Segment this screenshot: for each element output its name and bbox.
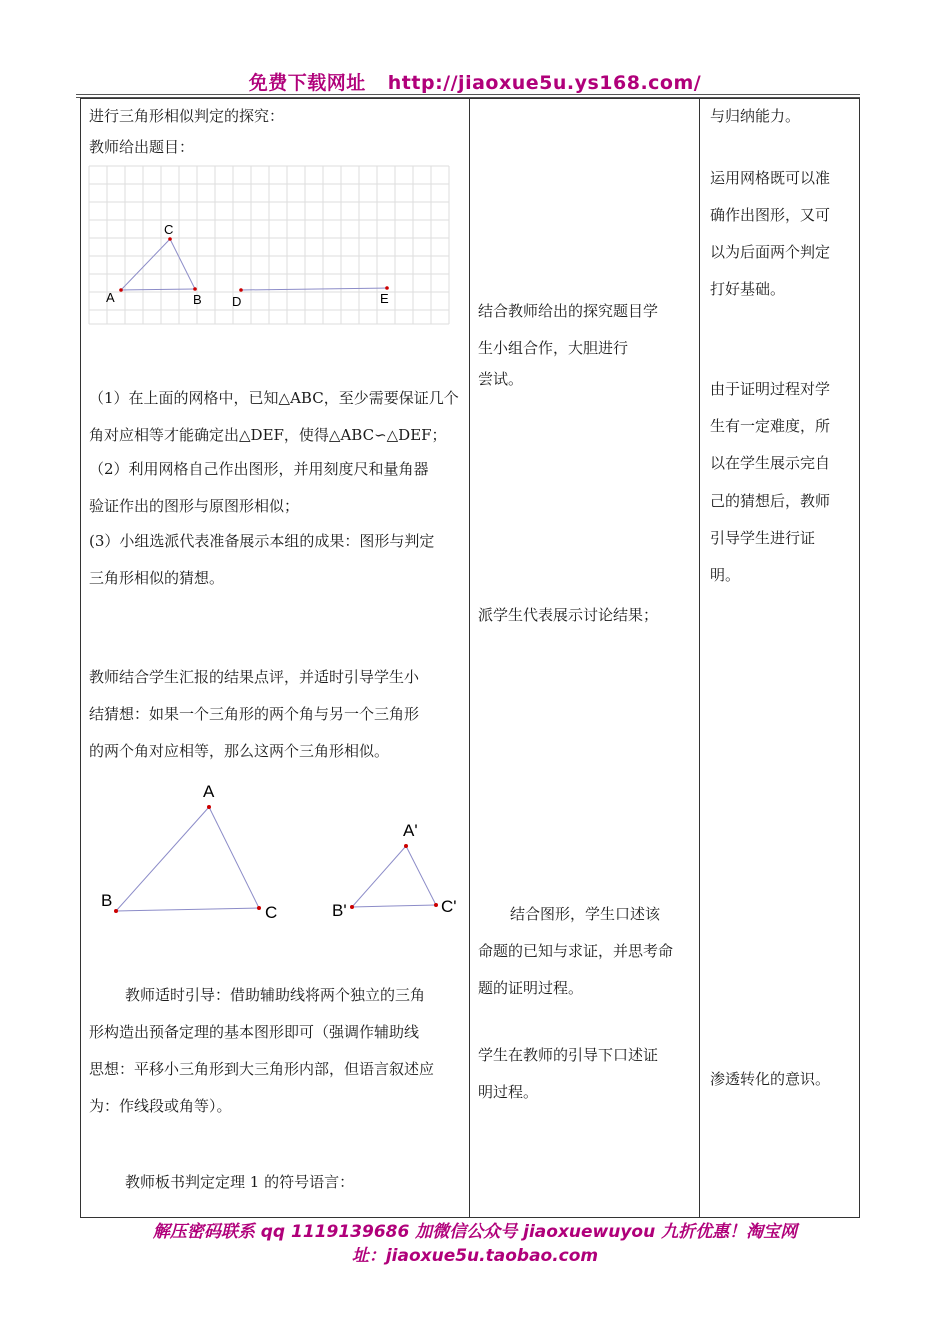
question-1-line-1: （1）在上面的网格中，已知△ABC，至少需要保证几个 (89, 389, 459, 407)
label-a: A (106, 290, 115, 305)
student-d-line-1: 学生在教师的引导下口述证 (478, 1046, 659, 1064)
point-b-large (114, 909, 118, 913)
label-c-prime: C' (441, 897, 457, 916)
point-e (385, 286, 389, 290)
page-footer (60, 1220, 890, 1268)
intent-c-line-2: 生有一定难度，所 (710, 417, 831, 435)
intent-c-line-4: 己的猜想后，教师 (710, 492, 831, 510)
intent-b-line-1: 运用网格既可以准 (710, 169, 831, 187)
intent-b-line-4: 打好基础。 (710, 280, 786, 298)
question-3-line-1: (3）小组选派代表准备展示本组的成果：图形与判定 (89, 532, 435, 550)
question-2-line-2: 验证作出的图形与原图形相似； (89, 497, 300, 515)
triangle-abc-large (116, 807, 259, 911)
page-header (0, 68, 950, 95)
student-a-line-2: 生小组合作，大胆进行 (478, 339, 629, 357)
point-b (193, 287, 197, 291)
task-intro: 教师给出题目： (89, 138, 195, 156)
lesson-table (80, 98, 860, 1218)
intro-text: 进行三角形相似判定的探究： (89, 107, 285, 125)
point-b-prime (350, 905, 354, 909)
label-c: C (164, 222, 174, 237)
triangle-abc-small (352, 846, 436, 907)
student-b: 派学生代表展示讨论结果； (478, 606, 659, 624)
header-url-link[interactable]: http://jiaoxue5u.ys168.com/ (387, 72, 702, 94)
intent-d: 渗透转化的意识。 (710, 1070, 831, 1088)
student-c-line-3: 题的证明过程。 (478, 979, 584, 997)
intent-b-line-2: 确作出图形，又可 (710, 206, 831, 224)
point-c-large (257, 906, 261, 910)
blackboard-note: 教师板书判定定理 1 的符号语言： (125, 1173, 355, 1191)
point-c (168, 237, 172, 241)
point-a-large (207, 805, 211, 809)
header-label: 免费下载网址 (248, 72, 366, 94)
comment-line-1: 教师结合学生汇报的结果点评，并适时引导学生小 (89, 668, 420, 686)
grid-figure (77, 161, 452, 326)
point-c-prime (434, 903, 438, 907)
label-e: E (380, 291, 389, 306)
label-b-prime: B' (332, 901, 347, 920)
student-c-line-2: 命题的已知与求证，并思考命 (478, 942, 674, 960)
label-a-large: A (203, 782, 215, 801)
intent-c-line-1: 由于证明过程对学 (710, 380, 831, 398)
student-d-line-2: 明过程。 (478, 1083, 539, 1101)
guide-line-3: 思想：平移小三角形到大三角形内部，但语言叙述应 (89, 1060, 435, 1078)
guide-line-1: 教师适时引导：借助辅助线将两个独立的三角 (125, 986, 426, 1004)
comment-line-2: 结猜想：如果一个三角形的两个角与另一个三角形 (89, 705, 420, 723)
teacher-activity-column (81, 99, 470, 1218)
student-activity-column (470, 99, 700, 1218)
design-intent-column (700, 99, 860, 1218)
intent-c-line-5: 引导学生进行证 (710, 529, 816, 547)
point-a (119, 288, 123, 292)
question-1-line-2: 角对应相等才能确定出△DEF，使得△ABC∽△DEF； (89, 426, 447, 444)
comment-line-3: 的两个角对应相等，那么这两个三角形相似。 (89, 742, 390, 760)
point-d (239, 288, 243, 292)
point-a-prime (404, 844, 408, 848)
label-b: B (193, 292, 202, 307)
triangle-abc (121, 239, 195, 290)
footer-line-1: 解压密码联系 qq 1119139686 加微信公众号 jiaoxuewuyou 九折优惠！淘宝网 (152, 1222, 798, 1242)
student-a-line-1: 结合教师给出的探究题目学 (478, 302, 659, 320)
student-c-line-1: 结合图形，学生口述该 (510, 905, 661, 923)
grid-lines (89, 166, 449, 324)
label-a-prime: A' (403, 821, 418, 840)
intent-c-line-6: 明。 (710, 566, 741, 584)
guide-line-4: 为：作线段或角等）。 (89, 1097, 232, 1115)
guide-line-2: 形构造出预备定理的基本图形即可（强调作辅助线 (89, 1023, 420, 1041)
segment-de (241, 288, 387, 290)
question-2-line-1: （2）利用网格自己作出图形，并用刻度尺和量角器 (89, 460, 429, 478)
intent-c-line-3: 以在学生展示完自 (710, 454, 831, 472)
student-a-line-3: 尝试。 (478, 370, 524, 388)
intent-a: 与归纳能力。 (710, 107, 801, 125)
label-c-large: C (265, 903, 278, 922)
header-rule (76, 94, 860, 95)
intent-b-line-3: 以为后面两个判定 (710, 243, 831, 261)
similar-triangles-figure (81, 779, 466, 929)
question-3-line-2: 三角形相似的猜想。 (89, 569, 225, 587)
label-d: D (232, 294, 242, 309)
footer-line-2[interactable]: 址：jiaoxue5u.taobao.com (351, 1246, 599, 1266)
label-b-large: B (101, 891, 113, 910)
